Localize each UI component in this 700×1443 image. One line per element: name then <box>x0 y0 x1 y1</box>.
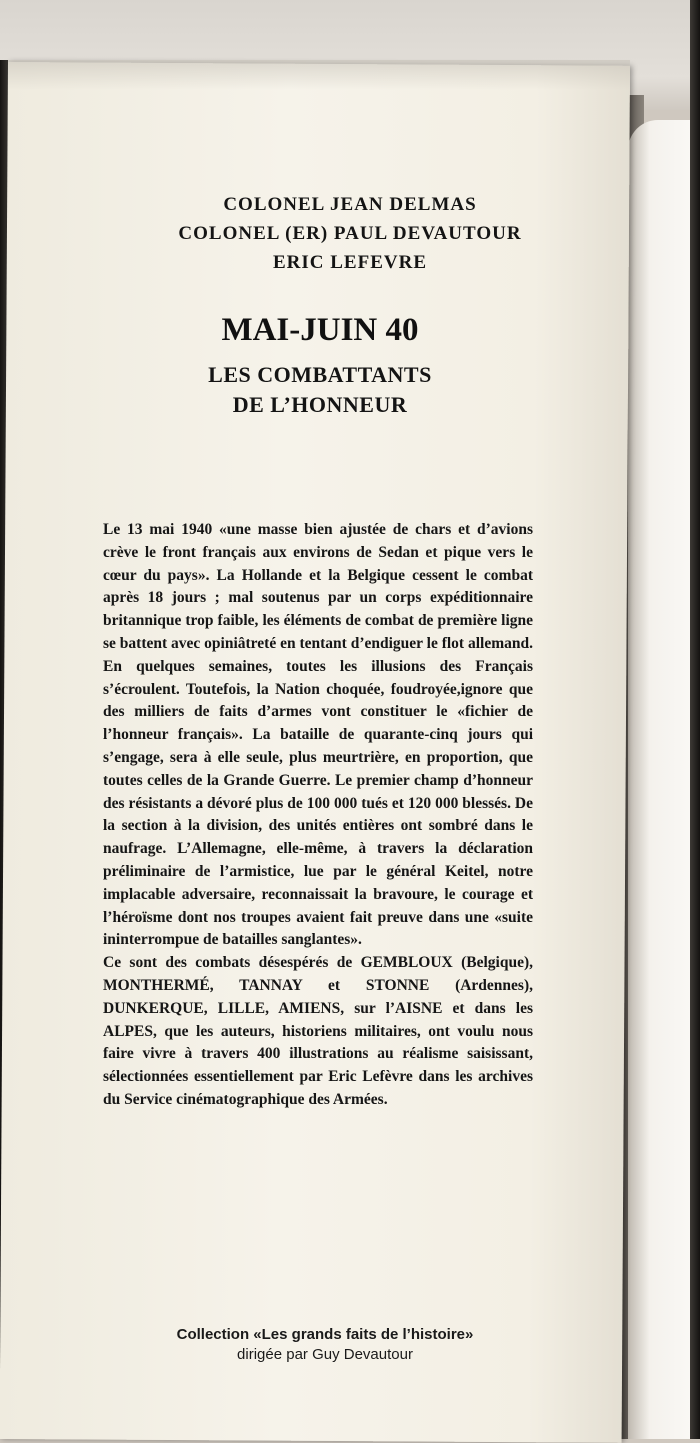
author-name: COLONEL (ER) PAUL DEVAUTOUR <box>178 223 522 244</box>
subtitle-line: DE L’HONNEUR <box>232 392 408 417</box>
collection-name: Collection «Les grands faits de l’histoire» <box>176 1326 474 1343</box>
author-name: COLONEL JEAN DELMAS <box>223 194 477 215</box>
book-title: MAI-JUIN 40 <box>221 312 419 348</box>
blurb-paragraph: Ce sont des combats désespérés de GEMBLOUX (Belgique), MONTHERMÉ, TANNAY et STONNE (Ardennes), DUNKERQUE, LILLE, AMIENS, sur l’AISNE et dans les ALPES, que les auteurs, historiens militaires, ont voulu nous faire vivre à travers 400 illustrations au réalisme saisissant, sélectionnées essentiellement par Eric Lefèvre dans les archives du Service cinématographique des Armées. <box>103 954 533 1108</box>
blurb-paragraph: Le 13 mai 1940 «une masse bien ajustée de chars et d’avions crève le front français aux environs de Sedan et pique vers le cœur du pays». La Hollande et la Belgique cessent le combat après 18 jours ; mal soutenus par un corps expéditionnaire britannique trop faible, les éléments de combat de première ligne se battent avec opiniâtreté en tentant d’endiguer le flot allemand. En quelques semaines, toutes les illusions des Français s’écroulent. Toutefois, la Nation choquée, foudroyée,ignore que des milliers de faits d’armes vont constituer le «fichier de l’honneur français». La bataille de quarante-cinq jours qui s’engage, sera à elle seule, plus meurtrière, en proportion, que toutes celles de la Grande Guerre. Le premier champ d’honneur des résistants a dévoré plus de 100 000 tués et 120 000 blessés. De la section à la division, des unités entières ont sombré dans le naufrage. L’Allemagne, elle-même, à travers la déclaration préliminaire de l’armistice, lue par le général Keitel, notre implacable adversaire, reconnaissait la bravoure, le courage et l’héroïsme dont nos troupes avaient fait preuve dans une «suite ininterrompue de batailles sanglantes». <box>103 521 533 949</box>
blurb-text <box>103 519 533 1112</box>
collection-credit <box>110 1325 540 1365</box>
author-list <box>0 190 700 277</box>
author-name: ERIC LEFEVRE <box>273 252 427 273</box>
book-subtitle <box>0 360 640 420</box>
collection-editor: dirigée par Guy Devautour <box>237 1346 413 1363</box>
page-top-curl <box>8 60 630 90</box>
subtitle-line: LES COMBATTANTS <box>208 362 432 387</box>
